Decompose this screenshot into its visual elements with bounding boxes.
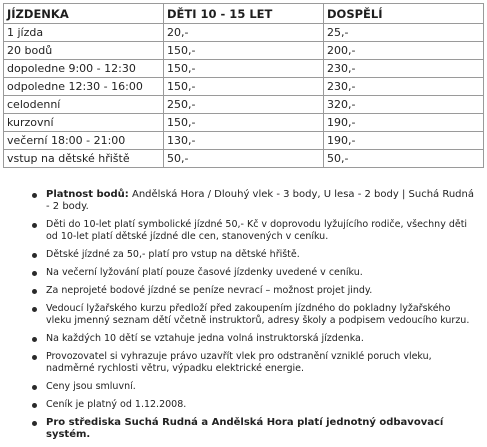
bullet-icon [32, 421, 37, 426]
note-text: Na každých 10 dětí se vztahuje jedna volná instruktorská jízdenka. [46, 333, 364, 344]
ticket-cell: 20 bodů [4, 42, 164, 60]
ticket-cell: vstup na dětské hřiště [4, 150, 164, 168]
table-row [4, 132, 484, 150]
adult-price-cell: 230,- [324, 60, 484, 78]
adult-price-cell: 320,- [324, 96, 484, 114]
note-text: Na večerní lyžování platí pouze časové jízdenky uvedené v ceníku. [46, 267, 363, 278]
children-price-cell: 130,- [164, 132, 324, 150]
list-item [0, 351, 487, 375]
header-ticket: JÍZDENKA [4, 4, 164, 24]
price-table [3, 3, 484, 168]
bullet-icon [32, 403, 37, 408]
children-price-cell: 150,- [164, 60, 324, 78]
table-row [4, 60, 484, 78]
bullet-icon [32, 271, 37, 276]
note-text: Děti do 10-let platí symbolické jízdné 50,- Kč v doprovodu lyžujícího rodiče, všechny děti od 10-let platí dětské jízdné dle cen, stanovených v ceníku. [46, 219, 468, 242]
note-text: Vedoucí lyžařského kurzu předloží před zakoupením jízdného do pokladny lyžařského vleku jmenný seznam dětí včetně instruktorů, adresy školy a podpisem vedoucího kurzu. [46, 303, 470, 326]
list-item [0, 285, 487, 297]
points-validity-label: Platnost bodů: [46, 189, 129, 200]
children-price-cell: 50,- [164, 150, 324, 168]
table-row [4, 78, 484, 96]
header-adults: DOSPĚLÍ [324, 4, 484, 24]
header-children: DĚTI 10 - 15 LET [164, 4, 324, 24]
adult-price-cell: 50,- [324, 150, 484, 168]
note-text: Provozovatel si vyhrazuje právo uzavřít vlek pro odstranění vzniklé poruch vleku, nadměrné rychlosti větru, výpadku elektrické energie. [46, 351, 432, 374]
list-item [0, 417, 487, 441]
table-header-row [4, 4, 484, 24]
adult-price-cell: 190,- [324, 132, 484, 150]
bullet-icon [32, 307, 37, 312]
children-price-cell: 20,- [164, 24, 324, 42]
list-item [0, 219, 487, 243]
points-validity-text: Andělská Hora / Dlouhý vlek - 3 body, U lesa - 2 body | Suchá Rudná - 2 body. [46, 189, 474, 212]
ticket-cell: odpoledne 12:30 - 16:00 [4, 78, 164, 96]
ticket-cell: večerní 18:00 - 21:00 [4, 132, 164, 150]
bullet-icon [32, 289, 37, 294]
bullet-icon [32, 337, 37, 342]
note-text: Ceny jsou smluvní. [46, 381, 136, 392]
bullet-icon [32, 385, 37, 390]
list-item [0, 249, 487, 261]
ticket-cell: 1 jízda [4, 24, 164, 42]
ticket-cell: dopoledne 9:00 - 12:30 [4, 60, 164, 78]
bullet-icon [32, 193, 37, 198]
children-price-cell: 150,- [164, 114, 324, 132]
note-text: Ceník je platný od 1.12.2008. [46, 399, 187, 410]
ticket-cell: celodenní [4, 96, 164, 114]
bullet-icon [32, 223, 37, 228]
note-text: Za neprojeté bodové jízdné se peníze nevrací – možnost projet jindy. [46, 285, 373, 296]
bullet-icon [32, 355, 37, 360]
list-item [0, 267, 487, 279]
table-row [4, 24, 484, 42]
adult-price-cell: 230,- [324, 78, 484, 96]
adult-price-cell: 25,- [324, 24, 484, 42]
table-row [4, 96, 484, 114]
list-item [0, 381, 487, 393]
note-text: Dětské jízdné za 50,- platí pro vstup na dětské hřiště. [46, 249, 300, 260]
table-row [4, 114, 484, 132]
children-price-cell: 250,- [164, 96, 324, 114]
list-item [0, 333, 487, 345]
ticket-cell: kurzovní [4, 114, 164, 132]
notes-list [0, 189, 487, 447]
table-row [4, 42, 484, 60]
table-row [4, 150, 484, 168]
list-item [0, 189, 487, 213]
bullet-icon [32, 253, 37, 258]
list-item [0, 303, 487, 327]
adult-price-cell: 200,- [324, 42, 484, 60]
unified-system-note: Pro střediska Suchá Rudná a Andělská Hora platí jednotný odbavovací systém. [46, 417, 444, 440]
list-item [0, 399, 487, 411]
children-price-cell: 150,- [164, 42, 324, 60]
children-price-cell: 150,- [164, 78, 324, 96]
adult-price-cell: 190,- [324, 114, 484, 132]
